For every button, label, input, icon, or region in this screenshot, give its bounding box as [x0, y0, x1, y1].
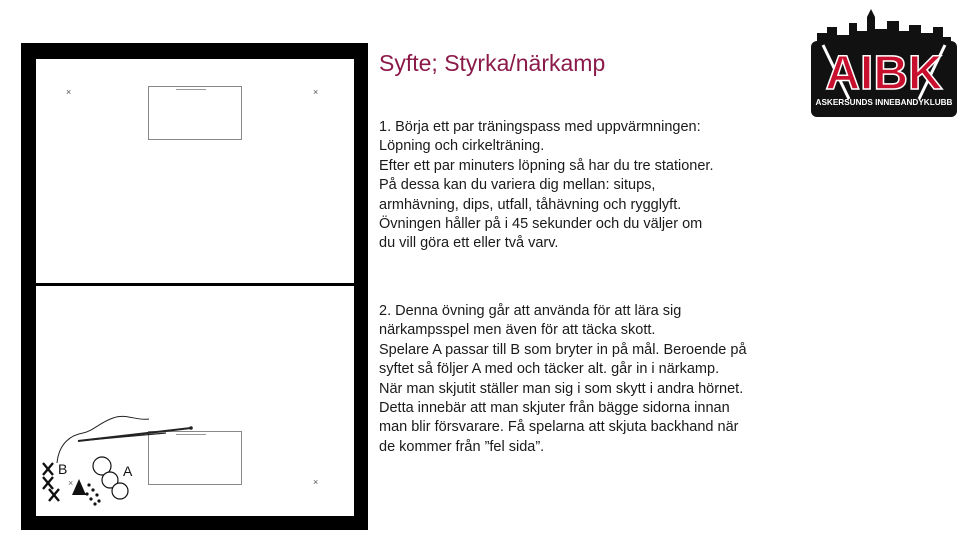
- logo-subtitle: ASKERSUNDS INNEBANDYKLUBB: [815, 98, 953, 107]
- slide-title: Syfte; Styrka/närkamp: [379, 50, 606, 76]
- text-line: När man skjutit ställer man sig i som skytt i andra hörnet.: [379, 380, 744, 397]
- faceoff-mark: ×: [66, 87, 72, 97]
- text-line: närkampsspel men även för att täcka skott.: [379, 322, 656, 339]
- player-label-b: B: [58, 461, 68, 477]
- text-line: Efter ett par minuters löpning så har du tre stationer.: [379, 157, 714, 174]
- pass-line: [78, 433, 166, 441]
- ball-marker: [189, 426, 193, 430]
- cone-triangle-icon: [72, 479, 86, 495]
- text-line: armhävning, dips, utfall, tåhävning och rygglyft.: [379, 196, 682, 213]
- club-logo: [809, 3, 959, 119]
- text-line: syftet så följer A med och täcker alt. går in i närkamp.: [379, 361, 720, 378]
- text-line: Detta innebär att man skjuter från bägge sidorna innan: [379, 400, 730, 417]
- section-2-text: [379, 302, 799, 457]
- faceoff-mark: ×: [313, 87, 319, 97]
- text-line: Övningen håller på i 45 sekunder och du väljer om: [379, 216, 703, 233]
- text-line: 1. Börja ett par träningspass med uppvärmningen:: [379, 119, 701, 135]
- player-circle-icon: [112, 483, 128, 499]
- section-1-text: [379, 118, 799, 254]
- text-line: Löpning och cirkelträning.: [379, 138, 545, 155]
- drill-overlay: [21, 43, 368, 530]
- text-line: På dessa kan du variera dig mellan: situps,: [379, 177, 656, 194]
- balls: [85, 483, 100, 505]
- player-label-a: A: [123, 463, 133, 479]
- player-x-icon: [43, 463, 59, 501]
- logo-text: AIBK: [825, 47, 943, 100]
- player-path: [57, 416, 149, 463]
- faceoff-mark: ×: [68, 478, 74, 488]
- text-line: 2. Denna övning går att använda för att lära sig: [379, 303, 682, 319]
- text-line: man blir försvarare. Få spelarna att skjuta backhand när: [379, 419, 739, 436]
- text-line: Spelare A passar till B som bryter in på mål. Beroende på: [379, 341, 747, 358]
- faceoff-mark: ×: [313, 477, 319, 487]
- drill-diagram: [21, 43, 368, 530]
- text-line: de kommer från ”fel sida”.: [379, 438, 545, 455]
- text-line: du vill göra ett eller två varv.: [379, 235, 559, 252]
